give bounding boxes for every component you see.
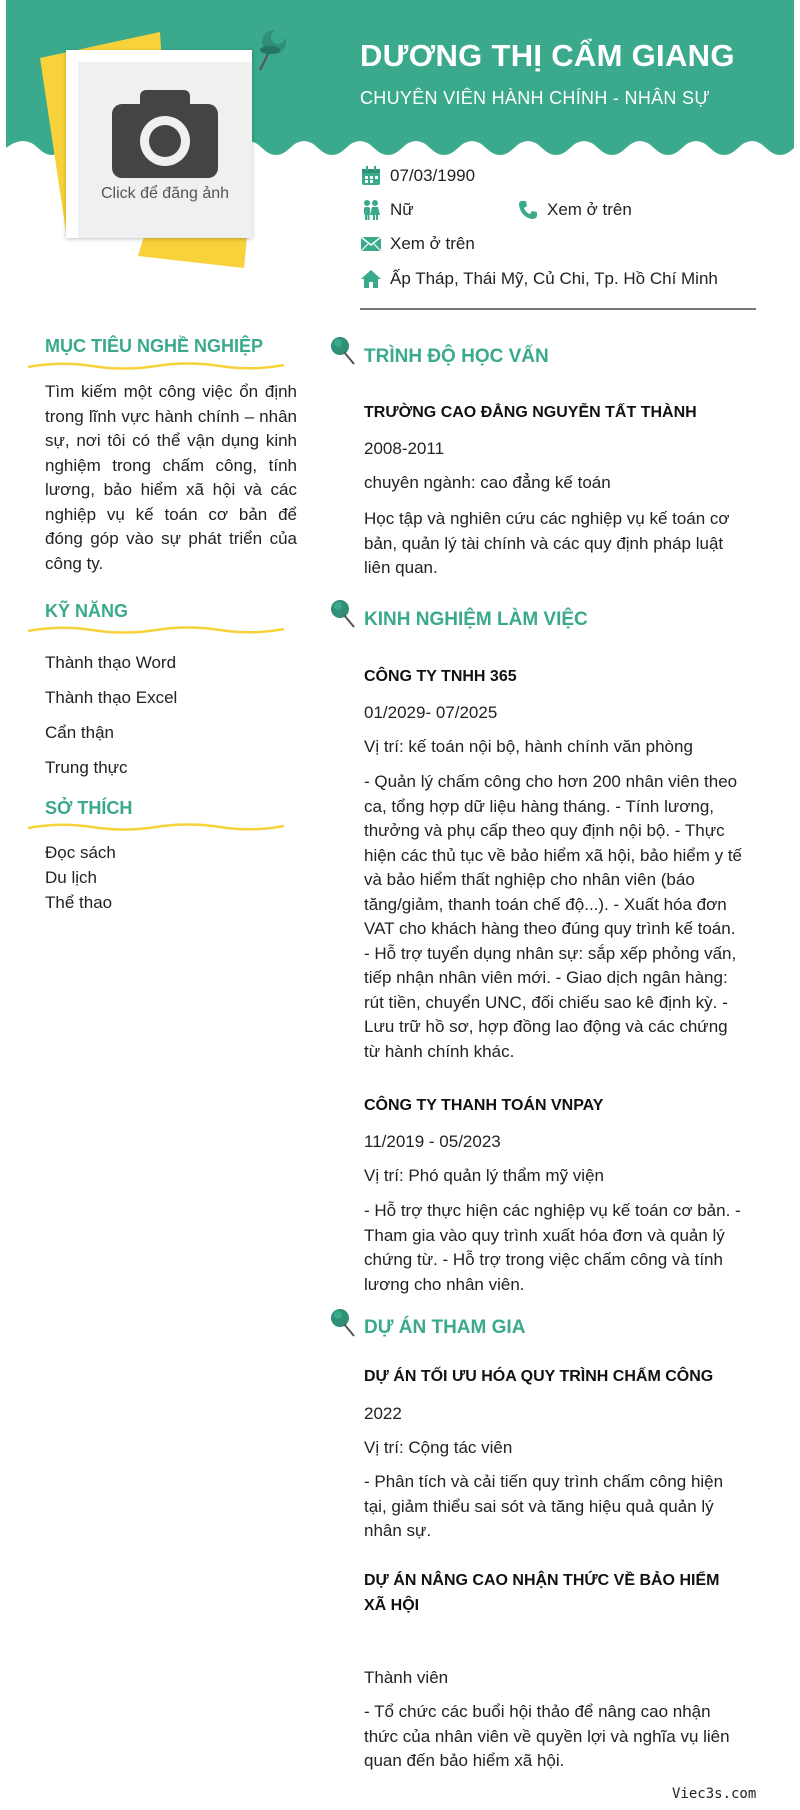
education-major: chuyên ngành: cao đẳng kế toán <box>364 473 611 492</box>
projects-title: DỰ ÁN THAM GIA <box>364 1317 526 1338</box>
candidate-role: CHUYÊN VIÊN HÀNH CHÍNH - NHÂN SỰ <box>360 88 710 108</box>
education-period: 2008-2011 <box>364 439 445 458</box>
education-title: TRÌNH ĐỘ HỌC VẤN <box>364 346 549 367</box>
job-company: CÔNG TY THANH TOÁN VNPAY <box>364 1097 604 1114</box>
home-icon <box>360 268 382 290</box>
job-period: 01/2029- 07/2025 <box>364 703 498 722</box>
contact-phone <box>517 199 632 221</box>
calendar-icon <box>360 165 382 187</box>
job-period: 11/2019 - 05/2023 <box>364 1132 501 1151</box>
project-period: 2022 <box>364 1404 402 1423</box>
pushpin-icon <box>250 24 290 74</box>
project-name: DỰ ÁN NÂNG CAO NHẬN THỨC VỀ BẢO HIỂM XÃ HỘI <box>364 1572 720 1614</box>
gender-value: Nữ <box>390 200 414 219</box>
job-position: Vị trí: Phó quản lý thẩm mỹ viện <box>364 1166 604 1185</box>
experience-title: KINH NGHIỆM LÀM VIỆC <box>364 609 588 630</box>
project-description: - Phân tích và cải tiến quy trình chấm công hiện tại, giảm thiểu sai sót và tăng hiệu quả quản lý nhân sự. <box>364 1472 724 1540</box>
email-icon <box>360 233 382 255</box>
hobby-item: Đọc sách <box>45 843 116 862</box>
gender-icon <box>360 199 382 221</box>
objective-title: MỤC TIÊU NGHỀ NGHIỆP <box>45 336 264 356</box>
education-description: Học tập và nghiên cứu các nghiệp vụ kế toán cơ bản, quản lý tài chính và các quy định pháp luật liên quan. <box>364 509 730 577</box>
skills-title: KỸ NĂNG <box>45 601 129 621</box>
pushpin-icon <box>330 1308 356 1338</box>
job-position: Vị trí: kế toán nội bộ, hành chính văn phòng <box>364 737 693 756</box>
skill-item: Cẩn thận <box>45 723 114 742</box>
project-name: DỰ ÁN TỐI ƯU HÓA QUY TRÌNH CHẤM CÔNG <box>364 1368 714 1385</box>
project-position: Vị trí: Cộng tác viên <box>364 1438 513 1457</box>
job-description: - Quản lý chấm công cho hơn 200 nhân viên theo ca, tổng hợp dữ liệu hàng tháng. - Tính lương, thưởng và phụ cấp theo quy định nội bộ. - Thực hiện các thủ tục về bảo hiểm xã hội, bảo hiểm y tế và bảo hiểm thất nghiệp cho nhân viên (báo tăng/giảm, thanh toán chế độ...). - Xuất hóa đơn VAT cho khách hàng theo đúng quy trình kế toán. - Hỗ trợ tuyển dụng nhân sự: sắp xếp phỏng vấn, tiếp nhận nhân viên mới. - Giao dịch ngân hàng: rút tiền, chuyển UNC, đối chiếu sao kê định kỳ. - Lưu trữ hồ sơ, hợp đồng lao động và các chứng từ hành chính khác. <box>364 772 743 1061</box>
skill-item: Thành thạo Word <box>45 653 177 672</box>
phone-value: Xem ở trên <box>547 200 632 219</box>
project-position: Thành viên <box>364 1668 449 1687</box>
skill-item: Thành thạo Excel <box>45 688 178 707</box>
hobby-item: Du lịch <box>45 868 97 887</box>
candidate-name: DƯƠNG THỊ CẨM GIANG <box>360 38 735 73</box>
hobbies-title: SỞ THÍCH <box>45 798 133 818</box>
job-company: CÔNG TY TNHH 365 <box>364 668 517 685</box>
hobby-item: Thể thao <box>45 893 113 912</box>
contact-birthday <box>360 165 475 187</box>
watermark: Viec3s.com <box>672 1786 757 1802</box>
photo-upload-caption[interactable]: Click để đăng ảnh <box>100 185 230 202</box>
school-name: TRƯỜNG CAO ĐẲNG NGUYỄN TẤT THÀNH <box>364 404 697 421</box>
project-description: - Tổ chức các buổi hội thảo để nâng cao nhận thức của nhân viên về quyền lợi và nghĩa vụ liên quan đến bảo hiểm xã hội. <box>364 1702 730 1770</box>
contact-address <box>360 268 718 290</box>
birthday-value: 07/03/1990 <box>390 166 476 185</box>
wave-divider <box>28 821 284 833</box>
wave-divider <box>28 624 284 636</box>
job-description: - Hỗ trợ thực hiện các nghiệp vụ kế toán cơ bản. - Tham gia vào quy trình xuất hóa đơn và quản lý chứng từ. - Hỗ trợ trong việc chấm công và tính lương cho nhân viên. <box>364 1201 741 1294</box>
skill-item: Trung thực <box>45 758 128 777</box>
objective-text: Tìm kiếm một công việc ổn định trong lĩnh vực hành chính – nhân sự, nơi tôi có thể vận dụng kinh nghiệm trong chấm công, tính lương, bảo hiểm xã hội và các nghiệp vụ kế toán cơ bản để đóng góp vào sự phát triển của công ty. <box>45 382 297 573</box>
pushpin-icon <box>330 599 356 629</box>
email-value: Xem ở trên <box>390 234 475 253</box>
contact-gender <box>360 199 414 221</box>
address-value: Ấp Tháp, Thái Mỹ, Củ Chi, Tp. Hồ Chí Minh <box>390 269 718 288</box>
camera-icon[interactable] <box>112 86 218 180</box>
wave-divider <box>28 360 284 372</box>
phone-icon <box>517 199 539 221</box>
pushpin-icon <box>330 336 356 366</box>
contact-divider <box>360 308 756 310</box>
contact-email <box>360 233 475 255</box>
